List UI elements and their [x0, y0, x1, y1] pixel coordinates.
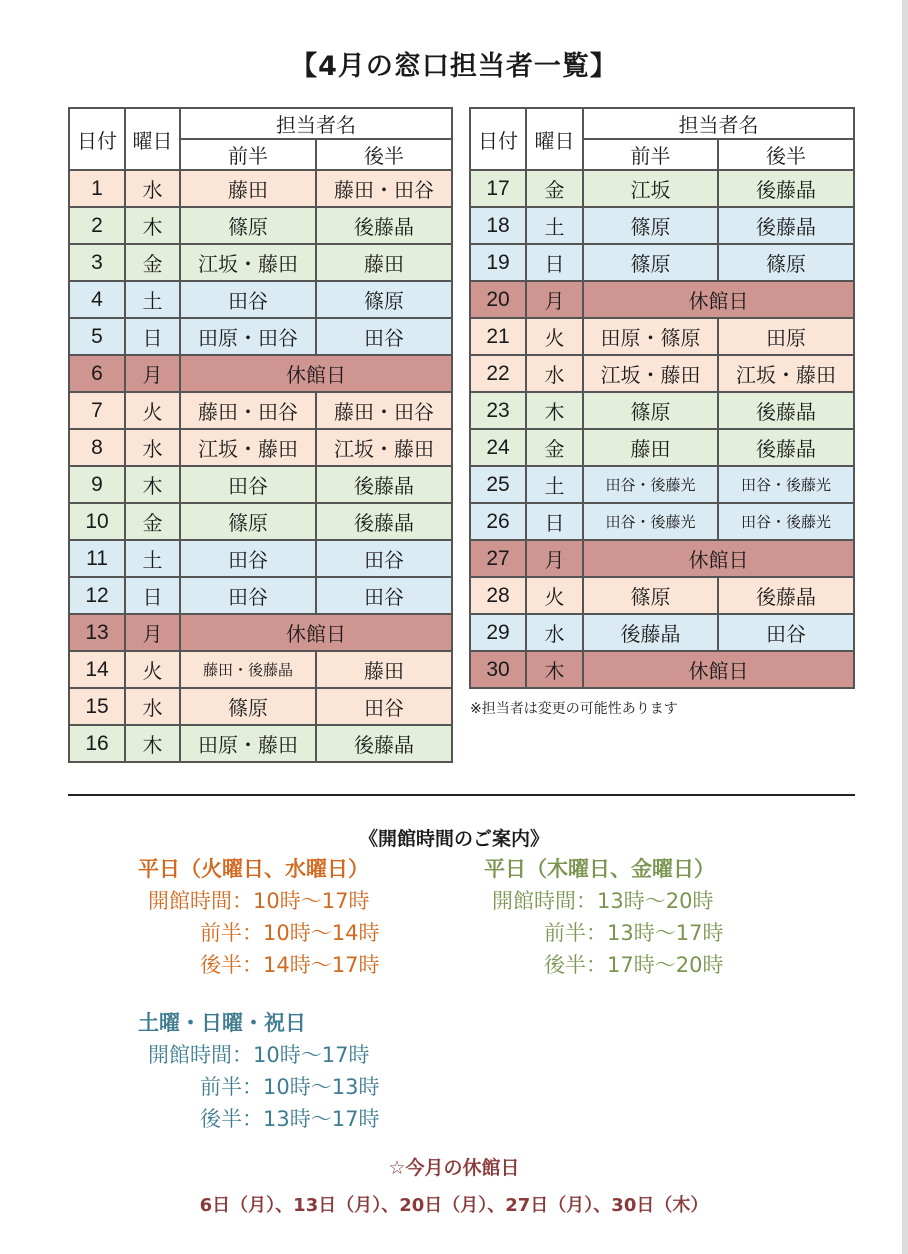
table-row	[69, 614, 452, 651]
table-row	[69, 725, 452, 762]
table-row	[69, 688, 452, 725]
day-cell: 19	[470, 244, 526, 281]
second-half-cell: 江坂・藤田	[718, 355, 854, 392]
closed-cell: 休館日	[180, 355, 452, 392]
second-half-cell: 後藤晶	[316, 725, 452, 762]
day-cell: 24	[470, 429, 526, 466]
hours-heading: 《開館時間のご案内》	[358, 828, 549, 850]
day-cell: 25	[470, 466, 526, 503]
weekday-cell: 木	[125, 207, 180, 244]
first-half-cell: 田谷	[180, 281, 316, 318]
day-cell: 12	[69, 577, 125, 614]
first-half-cell: 田谷	[180, 466, 316, 503]
first-half-cell: 田原・篠原	[583, 318, 718, 355]
weekday-cell: 木	[125, 466, 180, 503]
weekday-cell: 水	[526, 614, 583, 651]
weekday-cell: 金	[526, 170, 583, 207]
day-cell: 23	[470, 392, 526, 429]
table-row	[69, 577, 452, 614]
table-row	[470, 651, 854, 688]
table-row	[470, 429, 854, 466]
first-half-cell: 篠原	[583, 244, 718, 281]
table-row	[69, 429, 452, 466]
day-cell: 13	[69, 614, 125, 651]
first-half-cell: 田谷	[180, 540, 316, 577]
table-row	[69, 355, 452, 392]
first-half-cell: 藤田	[583, 429, 718, 466]
page-border	[902, 0, 908, 1254]
header-first-half: 前半	[180, 139, 316, 170]
first-half-cell: 藤田・田谷	[180, 392, 316, 429]
first-half-cell: 田原・田谷	[180, 318, 316, 355]
table-row	[470, 392, 854, 429]
day-cell: 20	[470, 281, 526, 318]
day-cell: 10	[69, 503, 125, 540]
second-half-cell: 田谷・後藤光	[718, 466, 854, 503]
second-half-cell: 田谷・後藤光	[718, 503, 854, 540]
day-cell: 16	[69, 725, 125, 762]
day-cell: 7	[69, 392, 125, 429]
weekday-cell: 火	[125, 392, 180, 429]
first-half-cell: 田谷・後藤光	[583, 503, 718, 540]
hours-second-half-line: 後半：14時～17時	[200, 953, 380, 977]
table-row	[69, 281, 452, 318]
first-half-cell: 江坂	[583, 170, 718, 207]
table-row	[69, 392, 452, 429]
second-half-cell: 藤田・田谷	[316, 170, 452, 207]
day-cell: 6	[69, 355, 125, 392]
table-row	[470, 281, 854, 318]
weekday-cell: 土	[526, 466, 583, 503]
header-date: 日付	[69, 108, 125, 170]
day-cell: 9	[69, 466, 125, 503]
first-half-cell: 篠原	[180, 207, 316, 244]
day-cell: 15	[69, 688, 125, 725]
header-date: 日付	[470, 108, 526, 170]
table-row	[470, 318, 854, 355]
weekday-cell: 木	[526, 392, 583, 429]
second-half-cell: 後藤晶	[316, 503, 452, 540]
weekday-cell: 月	[526, 281, 583, 318]
second-half-cell: 後藤晶	[718, 429, 854, 466]
weekday-cell: 木	[526, 651, 583, 688]
day-cell: 28	[470, 577, 526, 614]
table-row	[69, 651, 452, 688]
second-half-cell: 篠原	[316, 281, 452, 318]
table-row	[69, 466, 452, 503]
schedule-table-left	[68, 107, 453, 763]
change-note: ※担当者は変更の可能性あります	[470, 701, 678, 717]
second-half-cell: 田谷	[316, 540, 452, 577]
second-half-cell: 後藤晶	[316, 207, 452, 244]
day-cell: 17	[470, 170, 526, 207]
table-row	[470, 577, 854, 614]
first-half-cell: 篠原	[180, 688, 316, 725]
first-half-cell: 江坂・藤田	[180, 244, 316, 281]
first-half-cell: 篠原	[583, 207, 718, 244]
first-half-cell: 田原・藤田	[180, 725, 316, 762]
weekday-cell: 月	[125, 614, 180, 651]
header-second-half: 後半	[316, 139, 452, 170]
weekday-cell: 土	[125, 540, 180, 577]
day-cell: 8	[69, 429, 125, 466]
day-cell: 26	[470, 503, 526, 540]
hours-second-half-line: 後半：17時～20時	[544, 953, 724, 977]
second-half-cell: 田原	[718, 318, 854, 355]
header-staff: 担当者名	[180, 108, 452, 139]
second-half-cell: 藤田	[316, 244, 452, 281]
second-half-cell: 江坂・藤田	[316, 429, 452, 466]
schedule-table-right	[469, 107, 855, 689]
closed-days-list: 6日（月）、13日（月）、20日（月）、27日（月）、30日（木）	[199, 1195, 709, 1216]
table-row	[69, 318, 452, 355]
table-row	[69, 207, 452, 244]
hours-group-title: 土曜・日曜・祝日	[138, 1011, 306, 1035]
first-half-cell: 篠原	[180, 503, 316, 540]
closed-cell: 休館日	[583, 540, 854, 577]
weekday-cell: 火	[526, 577, 583, 614]
day-cell: 21	[470, 318, 526, 355]
closed-days-heading: ☆今月の休館日	[388, 1157, 520, 1179]
first-half-cell: 篠原	[583, 392, 718, 429]
hours-open-line: 開館時間：10時～17時	[148, 889, 370, 913]
first-half-cell: 田谷	[180, 577, 316, 614]
day-cell: 5	[69, 318, 125, 355]
page-title: 【4月の窓口担当者一覧】	[290, 51, 618, 82]
hours-second-half-line: 後半：13時～17時	[200, 1107, 380, 1131]
closed-cell: 休館日	[583, 281, 854, 318]
second-half-cell: 後藤晶	[316, 466, 452, 503]
first-half-cell: 後藤晶	[583, 614, 718, 651]
weekday-cell: 日	[125, 318, 180, 355]
day-cell: 2	[69, 207, 125, 244]
first-half-cell: 篠原	[583, 577, 718, 614]
table-row	[470, 244, 854, 281]
table-row	[470, 540, 854, 577]
hours-group-title: 平日（木曜日、金曜日）	[484, 857, 715, 881]
weekday-cell: 水	[125, 688, 180, 725]
second-half-cell: 藤田・田谷	[316, 392, 452, 429]
header-weekday: 曜日	[526, 108, 583, 170]
weekday-cell: 金	[526, 429, 583, 466]
weekday-cell: 水	[526, 355, 583, 392]
second-half-cell: 後藤晶	[718, 577, 854, 614]
hours-open-line: 開館時間：13時～20時	[492, 889, 714, 913]
weekday-cell: 土	[125, 281, 180, 318]
divider	[68, 794, 855, 796]
table-row	[69, 244, 452, 281]
second-half-cell: 後藤晶	[718, 207, 854, 244]
day-cell: 11	[69, 540, 125, 577]
weekday-cell: 日	[125, 577, 180, 614]
hours-group-title: 平日（火曜日、水曜日）	[138, 857, 369, 881]
hours-first-half-line: 前半：10時～14時	[200, 921, 380, 945]
table-row	[470, 503, 854, 540]
day-cell: 22	[470, 355, 526, 392]
hours-first-half-line: 前半：13時～17時	[544, 921, 724, 945]
weekday-cell: 火	[125, 651, 180, 688]
closed-cell: 休館日	[180, 614, 452, 651]
table-row	[470, 614, 854, 651]
second-half-cell: 田谷	[316, 577, 452, 614]
table-row	[69, 503, 452, 540]
second-half-cell: 後藤晶	[718, 170, 854, 207]
day-cell: 18	[470, 207, 526, 244]
weekday-cell: 水	[125, 170, 180, 207]
table-row	[470, 355, 854, 392]
table-row	[470, 466, 854, 503]
weekday-cell: 日	[526, 244, 583, 281]
day-cell: 27	[470, 540, 526, 577]
first-half-cell: 田谷・後藤光	[583, 466, 718, 503]
table-row	[470, 207, 854, 244]
header-weekday: 曜日	[125, 108, 180, 170]
first-half-cell: 江坂・藤田	[180, 429, 316, 466]
second-half-cell: 田谷	[316, 688, 452, 725]
weekday-cell: 日	[526, 503, 583, 540]
day-cell: 1	[69, 170, 125, 207]
hours-weekday-thu-fri	[484, 853, 723, 981]
hours-weekend-holiday	[138, 1007, 379, 1135]
weekday-cell: 月	[125, 355, 180, 392]
day-cell: 29	[470, 614, 526, 651]
weekday-cell: 土	[526, 207, 583, 244]
hours-first-half-line: 前半：10時～13時	[200, 1075, 380, 1099]
weekday-cell: 金	[125, 503, 180, 540]
table-row	[69, 540, 452, 577]
closed-cell: 休館日	[583, 651, 854, 688]
day-cell: 3	[69, 244, 125, 281]
weekday-cell: 月	[526, 540, 583, 577]
first-half-cell: 藤田・後藤晶	[180, 651, 316, 688]
header-first-half: 前半	[583, 139, 718, 170]
day-cell: 4	[69, 281, 125, 318]
table-row	[69, 170, 452, 207]
weekday-cell: 火	[526, 318, 583, 355]
table-row	[470, 170, 854, 207]
weekday-cell: 木	[125, 725, 180, 762]
second-half-cell: 藤田	[316, 651, 452, 688]
second-half-cell: 後藤晶	[718, 392, 854, 429]
hours-open-line: 開館時間：10時～17時	[148, 1043, 370, 1067]
second-half-cell: 田谷	[718, 614, 854, 651]
second-half-cell: 篠原	[718, 244, 854, 281]
weekday-cell: 金	[125, 244, 180, 281]
first-half-cell: 江坂・藤田	[583, 355, 718, 392]
weekday-cell: 水	[125, 429, 180, 466]
day-cell: 30	[470, 651, 526, 688]
header-second-half: 後半	[718, 139, 854, 170]
second-half-cell: 田谷	[316, 318, 452, 355]
first-half-cell: 藤田	[180, 170, 316, 207]
day-cell: 14	[69, 651, 125, 688]
hours-weekday-tue-wed	[138, 853, 379, 981]
header-staff: 担当者名	[583, 108, 854, 139]
